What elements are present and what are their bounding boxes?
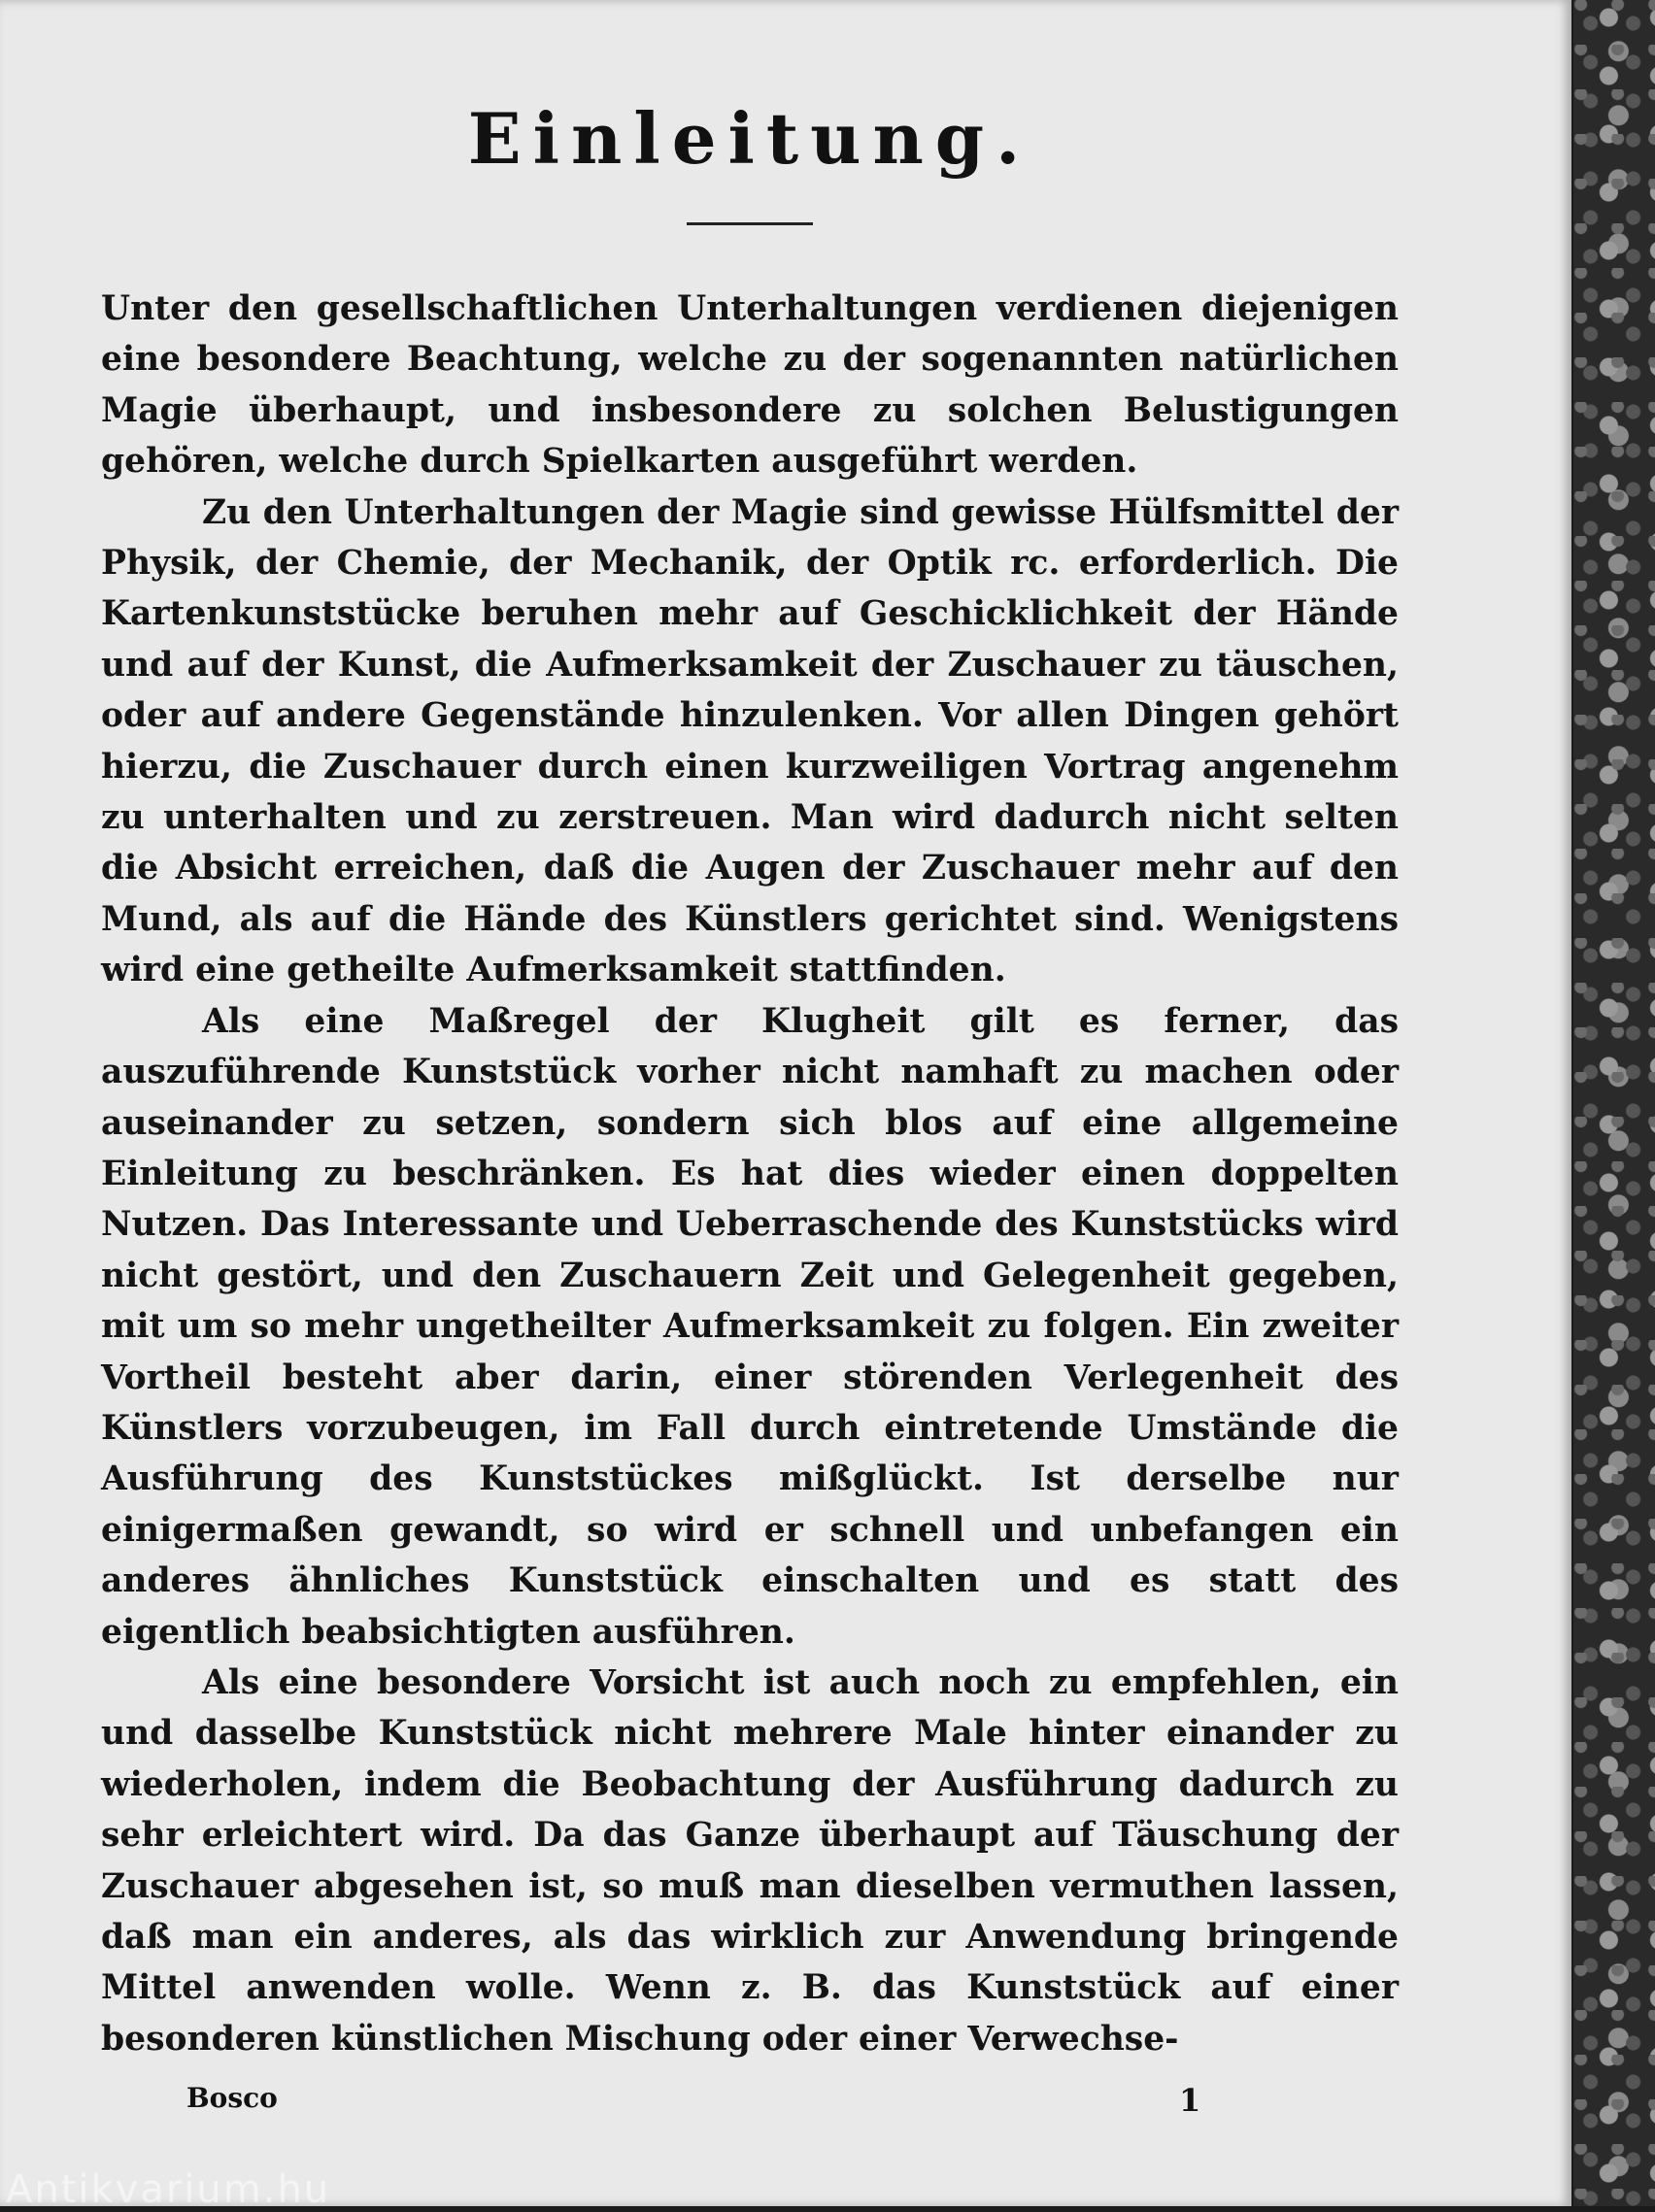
- chapter-title: Einleitung.: [467, 97, 1032, 180]
- paragraph-1: Unter den gesellschaftlichen Unterhaltungen verdienen diejenigen eine besondere Beachtung, welche zu der sogenannten natürlichen Magie überhaupt, und insbesondere zu solchen Belustigungen gehören, welche durch Spielkarten ausgeführt werden.: [101, 289, 1399, 482]
- paragraph-3: Als eine Maßregel der Klugheit gilt es ferner, das auszuführende Kunststück vorher nicht namhaft zu machen oder auseinander zu setzen, sondern sich blos auf eine allgemeine Einleitung zu beschränken. Es hat dies wieder einen doppelten Nutzen. Das Interessante und Ueberraschende des Kunststücks wird nicht gestört, und den Zuschauern Zeit und Gelegenheit gegeben, mit um so mehr ungetheilter Aufmerksamkeit zu folgen. Ein zweiter Vortheil besteht aber darin, einer störenden Verlegenheit des Künstlers vorzubeugen, im Fall durch eintretende Umstände die Ausführung des Kunststückes mißglückt. Ist derselbe nur einigermaßen gewandt, so wird er schnell und unbefangen ein anderes ähnliches Kunststück einschalten und es statt des eigentlich beabsichtigten ausführen.: [101, 1001, 1399, 1652]
- paragraph-2: Zu den Unterhaltungen der Magie sind gewisse Hülfsmittel der Physik, der Chemie, der Mechanik, der Optik rc. erforderlich. Die Kartenkunststücke beruhen mehr auf Geschicklichkeit der Hände und auf der Kunst, die Aufmerksamkeit der Zuschauer zu täuschen, oder auf andere Gegenstände hinzulenken. Vor allen Dingen gehört hierzu, die Zuschauer durch einen kurzweiligen Vortrag angenehm zu unterhalten und zu zerstreuen. Man wird dadurch nicht selten die Absicht erreichen, daß die Augen der Zuschauer mehr auf den Mund, als auf die Hände des Künstlers gerichtet sind. Wenigstens wird eine getheilte Aufmerksamkeit stattfinden.: [101, 492, 1399, 990]
- page-number: 1: [1179, 2082, 1201, 2119]
- paragraph-4: Als eine besondere Vorsicht ist auch noch zu empfehlen, ein und dasselbe Kunststück nicht mehrere Male hinter einander zu wiederholen, indem die Beobachtung der Ausführung dadurch zu sehr erleichtert wird. Da das Ganze überhaupt auf Täuschung der Zuschauer abgesehen ist, so muß man dieselben vermuthen lassen, daß man ein anderes, als das wirklich zur Anwendung bringende Mittel anwenden wolle. Wenn z. B. das Kunststück auf einer besonderen künstlichen Mischung oder einer Verwechse-: [101, 1662, 1399, 2059]
- watermark: Antikvarium.hu: [6, 2167, 331, 2212]
- title-divider: [687, 222, 813, 225]
- book-edge: [1573, 0, 1655, 2206]
- page-content: [101, 78, 1399, 2064]
- page-footer: [101, 2082, 1399, 2121]
- signature-mark: Bosco: [186, 2082, 278, 2114]
